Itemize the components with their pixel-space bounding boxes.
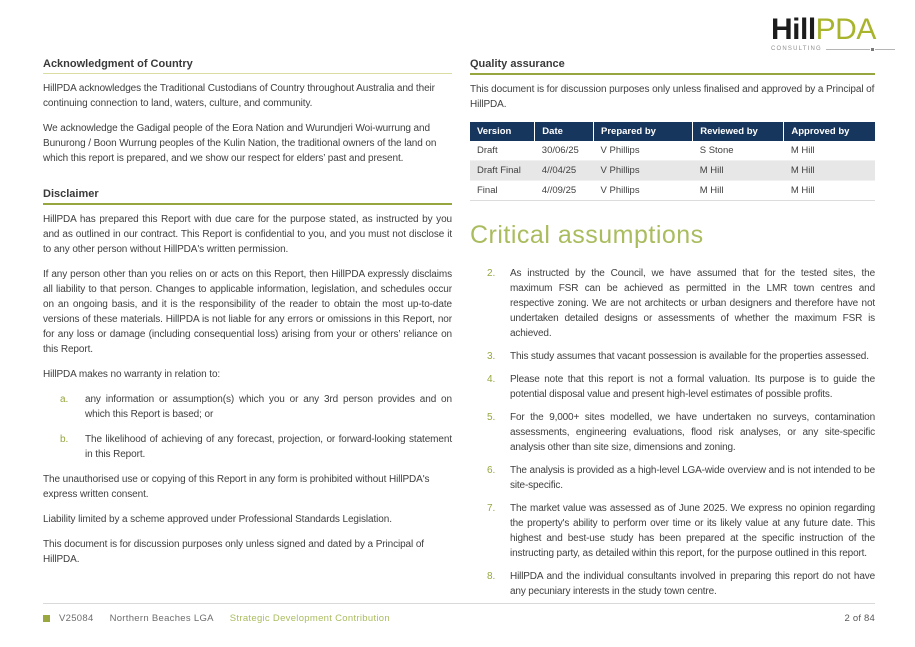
left-column bbox=[43, 58, 452, 607]
disclaimer-paragraph: If any person other than you relies on or acts on this Report, then HillPDA expressly disclaims all liability to that person. Changes to applicable information, legislation, and schedules occur on an ongoing basis, and it is the responsibility of the reader to obtain the most up-to-date versions of these materials. HillPDA is not liable for any errors or omissions in this Report, nor for any loss or damage (including consequential loss) arising from your or others’ reliance on this Report. bbox=[43, 269, 452, 355]
table-cell: 30/06/25 bbox=[535, 141, 594, 161]
numbered-item bbox=[487, 372, 875, 402]
table-row bbox=[470, 141, 875, 161]
table-cell: Final bbox=[470, 181, 535, 201]
hillpda-logo bbox=[771, 14, 895, 52]
disclaimer-paragraph: HillPDA has prepared this Report with due care for the purpose stated, as instructed by you and as outlined in our contract. This Report is confidential to you, and you must not disclose it to any other person without HillPDA's written permission. bbox=[43, 214, 452, 255]
disclaimer-warranty-intro: HillPDA makes no warranty in relation to: bbox=[43, 369, 221, 380]
critical-assumptions-heading: Critical assumptions bbox=[470, 221, 704, 249]
list-marker: a. bbox=[60, 394, 69, 405]
list-marker: b. bbox=[60, 434, 69, 445]
table-cell: M Hill bbox=[693, 161, 784, 181]
item-text: This study assumes that vacant possession is available for the properties assessed. bbox=[510, 351, 869, 362]
list-item bbox=[60, 432, 452, 462]
table-cell: Draft Final bbox=[470, 161, 535, 181]
table-cell: V Phillips bbox=[594, 161, 693, 181]
numbered-item bbox=[487, 501, 875, 561]
item-number: 3. bbox=[487, 351, 496, 362]
logo-rule-end bbox=[875, 49, 895, 50]
item-text: The market value was assessed as of June 2025. We express no opinion regarding the property's ability to perform over time or its likely value at any future date. This highest and best-use study has been prepared at the specific instruction of the instructing party, as detailed within this report, for the purpose outlined in this report. bbox=[510, 503, 875, 559]
column-header-date: Date bbox=[535, 122, 594, 141]
table-row bbox=[470, 181, 875, 201]
column-header-version: Version bbox=[470, 122, 535, 141]
table-header-row bbox=[470, 122, 875, 141]
list-item-text: The likelihood of achieving of any forecast, projection, or forward-looking statement in this Report. bbox=[85, 434, 452, 460]
logo-wordmark bbox=[771, 14, 895, 46]
table-row bbox=[470, 161, 875, 181]
table-cell: S Stone bbox=[693, 141, 784, 161]
list-item bbox=[60, 392, 452, 422]
item-text: HillPDA and the individual consultants involved in preparing this report do not have any pecuniary interests in the study town centre. bbox=[510, 571, 875, 597]
acknowledgment-heading: Acknowledgment of Country bbox=[43, 58, 452, 74]
logo-rule bbox=[826, 49, 870, 50]
item-number: 4. bbox=[487, 374, 496, 385]
content-columns bbox=[43, 58, 875, 607]
footer-project-title: Strategic Development Contribution bbox=[229, 613, 390, 624]
logo-pda-text: PDA bbox=[815, 13, 876, 46]
table-cell: M Hill bbox=[693, 181, 784, 201]
item-number: 2. bbox=[487, 268, 496, 279]
table-cell: Draft bbox=[470, 141, 535, 161]
numbered-item bbox=[487, 266, 875, 341]
logo-tagline-row bbox=[771, 46, 895, 52]
quality-assurance-heading: Quality assurance bbox=[470, 58, 875, 75]
item-number: 7. bbox=[487, 503, 496, 514]
item-number: 8. bbox=[487, 571, 496, 582]
disclaimer-paragraph: The unauthorised use or copying of this Report in any form is prohibited without HillPDA's express written consent. bbox=[43, 474, 430, 500]
numbered-item bbox=[487, 463, 875, 493]
numbered-item bbox=[487, 569, 875, 599]
disclaimer-heading: Disclaimer bbox=[43, 188, 452, 205]
column-header-prepared-by: Prepared by bbox=[594, 122, 693, 141]
column-header-reviewed-by: Reviewed by bbox=[693, 122, 784, 141]
acknowledgment-paragraph: HillPDA acknowledges the Traditional Custodians of Country throughout Australia and their continuing connection to land, waters, culture, and community. bbox=[43, 83, 435, 109]
table-cell: M Hill bbox=[784, 161, 875, 181]
list-item-text: any information or assumption(s) which you or any 3rd person provides and on which this Report is based; or bbox=[85, 394, 452, 420]
footer-project-code: V25084 bbox=[59, 613, 94, 624]
table-cell: V Phillips bbox=[594, 141, 693, 161]
quality-assurance-paragraph: This document is for discussion purposes only unless finalised and approved by a Principal of HillPDA. bbox=[470, 84, 875, 110]
numbered-item bbox=[487, 410, 875, 455]
item-number: 5. bbox=[487, 412, 496, 423]
page-number: 2 of 84 bbox=[844, 613, 875, 624]
logo-dot-icon bbox=[871, 48, 874, 51]
table-cell: 4//09/25 bbox=[535, 181, 594, 201]
acknowledgment-paragraph: We acknowledge the Gadigal people of the Eora Nation and Wurundjeri Woi-wurrung and Bunurong / Boon Wurrung peoples of the Kulin Nation, the traditional owners of the land on which this report is prepared, and we show our respect for elders’ past and present. bbox=[43, 123, 437, 164]
item-text: The analysis is provided as a high-level LGA-wide overview and is not intended to be site-specific. bbox=[510, 465, 875, 491]
column-header-approved-by: Approved by bbox=[784, 122, 875, 141]
logo-hill-text: Hill bbox=[771, 13, 816, 46]
item-text: For the 9,000+ sites modelled, we have undertaken no surveys, contamination assessments, engineering evaluations, flood risk analyses, or any site-specific analysis other than site size, dimensions and zoning. bbox=[510, 412, 875, 453]
numbered-item bbox=[487, 349, 875, 364]
table-cell: 4//04/25 bbox=[535, 161, 594, 181]
disclaimer-paragraph: Liability limited by a scheme approved under Professional Standards Legislation. bbox=[43, 514, 392, 525]
item-number: 6. bbox=[487, 465, 496, 476]
footer-square-icon bbox=[43, 615, 50, 622]
page-footer bbox=[43, 603, 875, 624]
table-cell: V Phillips bbox=[594, 181, 693, 201]
table-cell: M Hill bbox=[784, 141, 875, 161]
disclaimer-paragraph: This document is for discussion purposes only unless signed and dated by a Principal of HillPDA. bbox=[43, 539, 424, 565]
quality-assurance-table bbox=[470, 122, 875, 201]
item-text: Please note that this report is not a formal valuation. Its purpose is to guide the potential disposal value and present high-level estimates of possible profits. bbox=[510, 374, 875, 400]
logo-tagline: CONSULTING bbox=[771, 46, 822, 52]
right-column bbox=[470, 58, 875, 607]
table-cell: M Hill bbox=[784, 181, 875, 201]
footer-client-name: Northern Beaches LGA bbox=[109, 613, 214, 624]
item-text: As instructed by the Council, we have assumed that for the tested sites, the maximum FSR can be achieved as permitted in the LMR town centres and respective zoning. We are not architects or urban designers and therefore have not undertaken detailed designs or assessments of whether the maximum FSR is achieved. bbox=[510, 268, 875, 339]
